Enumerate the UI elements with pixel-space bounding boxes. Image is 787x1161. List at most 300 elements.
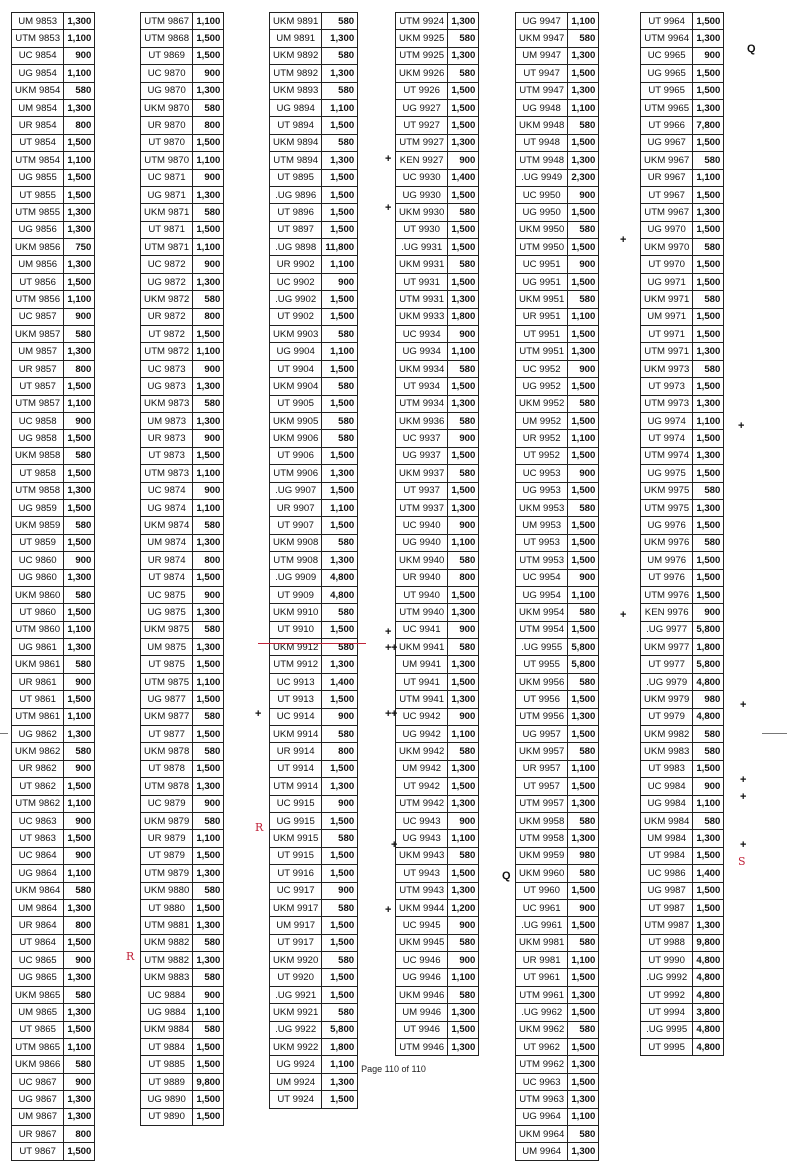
table-row bbox=[141, 291, 224, 308]
item-code-cell: UG 9854 bbox=[12, 65, 64, 82]
item-code-cell: UG 9894 bbox=[270, 99, 322, 116]
item-price-cell: 580 bbox=[193, 1021, 224, 1038]
item-price-cell: 1,500 bbox=[693, 517, 724, 534]
item-price-cell: 900 bbox=[193, 795, 224, 812]
item-price-cell: 1,500 bbox=[693, 552, 724, 569]
table-row bbox=[396, 482, 479, 499]
item-code-cell: .UG 9995 bbox=[641, 1021, 693, 1038]
item-price-cell: 580 bbox=[322, 830, 358, 847]
table-row bbox=[270, 743, 358, 760]
item-code-cell: UG 9873 bbox=[141, 378, 193, 395]
table-row bbox=[270, 778, 358, 795]
item-price-cell: 580 bbox=[568, 812, 599, 829]
item-price-cell: 1,500 bbox=[448, 117, 479, 134]
item-code-cell: UG 9970 bbox=[641, 221, 693, 238]
item-price-cell: 1,500 bbox=[693, 569, 724, 586]
item-code-cell: UT 9878 bbox=[141, 760, 193, 777]
item-code-cell: UKM 9905 bbox=[270, 412, 322, 429]
item-price-cell: 1,500 bbox=[322, 360, 358, 377]
item-price-cell: 580 bbox=[193, 204, 224, 221]
item-code-cell: UKM 9979 bbox=[641, 691, 693, 708]
item-code-cell: UTM 9937 bbox=[396, 499, 448, 516]
item-price-cell: 900 bbox=[448, 952, 479, 969]
item-code-cell: UC 9952 bbox=[516, 360, 568, 377]
item-code-cell: UTM 9856 bbox=[12, 291, 64, 308]
table-row bbox=[141, 13, 224, 30]
item-price-cell: 580 bbox=[193, 969, 224, 986]
item-code-cell: UTM 9854 bbox=[12, 152, 64, 169]
table-row bbox=[270, 673, 358, 690]
item-code-cell: .UG 9921 bbox=[270, 986, 322, 1003]
item-price-cell: 1,800 bbox=[693, 639, 724, 656]
item-code-cell: UG 9940 bbox=[396, 534, 448, 551]
table-row bbox=[516, 256, 599, 273]
item-price-cell: 9,800 bbox=[193, 1073, 224, 1090]
item-code-cell: UKM 9940 bbox=[396, 552, 448, 569]
item-price-cell: 1,300 bbox=[568, 47, 599, 64]
table-row bbox=[396, 847, 479, 864]
table-row bbox=[396, 917, 479, 934]
table-row bbox=[270, 1091, 358, 1108]
item-code-cell: UG 9870 bbox=[141, 82, 193, 99]
table-row bbox=[141, 552, 224, 569]
item-price-cell: 580 bbox=[448, 986, 479, 1003]
item-price-cell: 1,500 bbox=[693, 134, 724, 151]
item-code-cell: UTM 9953 bbox=[516, 552, 568, 569]
table-row bbox=[641, 534, 724, 551]
item-price-cell: 580 bbox=[448, 30, 479, 47]
item-code-cell: UM 9924 bbox=[270, 1073, 322, 1090]
table-row bbox=[641, 621, 724, 638]
item-code-cell: UKM 9875 bbox=[141, 621, 193, 638]
item-price-cell: 1,300 bbox=[322, 65, 358, 82]
item-price-cell: 1,500 bbox=[322, 934, 358, 951]
item-code-cell: UTM 9947 bbox=[516, 82, 568, 99]
table-row bbox=[12, 360, 95, 377]
item-price-cell: 580 bbox=[448, 65, 479, 82]
item-price-cell: 1,100 bbox=[193, 830, 224, 847]
item-code-cell: UKM 9960 bbox=[516, 865, 568, 882]
table-row bbox=[516, 673, 599, 690]
item-price-cell: 2,300 bbox=[568, 169, 599, 186]
item-code-cell: UR 9873 bbox=[141, 430, 193, 447]
item-price-cell: 900 bbox=[64, 812, 95, 829]
item-code-cell: UKM 9854 bbox=[12, 82, 64, 99]
table-row bbox=[270, 1021, 358, 1038]
table-row bbox=[396, 447, 479, 464]
item-price-cell: 800 bbox=[193, 117, 224, 134]
item-price-cell: 1,500 bbox=[448, 82, 479, 99]
item-code-cell: UT 9984 bbox=[641, 847, 693, 864]
item-code-cell: UT 9987 bbox=[641, 899, 693, 916]
item-price-cell: 580 bbox=[448, 412, 479, 429]
item-code-cell: UG 9942 bbox=[396, 726, 448, 743]
item-code-cell: UG 9862 bbox=[12, 726, 64, 743]
item-price-cell: 1,300 bbox=[64, 726, 95, 743]
item-price-cell: 1,100 bbox=[568, 13, 599, 30]
item-price-cell: 1,500 bbox=[322, 117, 358, 134]
item-price-cell: 580 bbox=[322, 534, 358, 551]
table-row bbox=[141, 726, 224, 743]
table-row bbox=[270, 865, 358, 882]
table-row bbox=[396, 586, 479, 603]
table-row bbox=[641, 934, 724, 951]
item-price-cell: 580 bbox=[693, 291, 724, 308]
item-price-cell: 1,500 bbox=[193, 30, 224, 47]
item-price-cell: 580 bbox=[64, 517, 95, 534]
item-code-cell: UG 9951 bbox=[516, 273, 568, 290]
item-code-cell: UT 9948 bbox=[516, 134, 568, 151]
table-row bbox=[270, 291, 358, 308]
table-row bbox=[12, 639, 95, 656]
table-row bbox=[270, 447, 358, 464]
table-row bbox=[641, 412, 724, 429]
table-row bbox=[141, 986, 224, 1003]
item-code-cell: UG 9954 bbox=[516, 586, 568, 603]
item-code-cell: UKM 9864 bbox=[12, 882, 64, 899]
item-code-cell: UC 9860 bbox=[12, 552, 64, 569]
table-row bbox=[396, 1021, 479, 1038]
item-code-cell: UM 9864 bbox=[12, 899, 64, 916]
item-code-cell: UC 9953 bbox=[516, 465, 568, 482]
item-code-cell: UT 9934 bbox=[396, 378, 448, 395]
item-price-cell: 1,100 bbox=[568, 308, 599, 325]
item-price-cell: 1,300 bbox=[448, 1039, 479, 1056]
item-code-cell: UT 9904 bbox=[270, 360, 322, 377]
item-code-cell: .UG 9902 bbox=[270, 291, 322, 308]
item-price-cell: 1,100 bbox=[64, 621, 95, 638]
item-code-cell: UKM 9866 bbox=[12, 1056, 64, 1073]
item-code-cell: UKM 9933 bbox=[396, 308, 448, 325]
item-code-cell: UC 9940 bbox=[396, 517, 448, 534]
table-row bbox=[12, 343, 95, 360]
item-price-cell: 1,800 bbox=[448, 308, 479, 325]
item-code-cell: UR 9879 bbox=[141, 830, 193, 847]
table-row bbox=[641, 273, 724, 290]
item-code-cell: UM 9857 bbox=[12, 343, 64, 360]
table-row bbox=[641, 134, 724, 151]
item-price-cell: 1,300 bbox=[322, 1073, 358, 1090]
table-row bbox=[141, 378, 224, 395]
item-code-cell: UKM 9914 bbox=[270, 726, 322, 743]
item-code-cell: UKM 9920 bbox=[270, 952, 322, 969]
item-code-cell: UR 9867 bbox=[12, 1126, 64, 1143]
table-row bbox=[396, 395, 479, 412]
item-price-cell: 1,500 bbox=[193, 447, 224, 464]
item-price-cell: 580 bbox=[693, 152, 724, 169]
item-code-cell: .UG 9962 bbox=[516, 1004, 568, 1021]
item-code-cell: UKM 9983 bbox=[641, 743, 693, 760]
item-price-cell: 580 bbox=[322, 726, 358, 743]
item-price-cell: 1,500 bbox=[568, 552, 599, 569]
table-row bbox=[516, 239, 599, 256]
table-row bbox=[516, 1091, 599, 1108]
table-row bbox=[141, 204, 224, 221]
item-price-cell: 1,500 bbox=[193, 656, 224, 673]
item-price-cell: 1,300 bbox=[448, 134, 479, 151]
table-row bbox=[141, 412, 224, 429]
item-price-cell: 1,300 bbox=[448, 882, 479, 899]
item-code-cell: UG 9924 bbox=[270, 1056, 322, 1073]
item-price-cell: 580 bbox=[568, 395, 599, 412]
table-row bbox=[516, 482, 599, 499]
table-row bbox=[270, 708, 358, 725]
item-price-cell: 1,500 bbox=[693, 882, 724, 899]
table-row bbox=[12, 899, 95, 916]
item-code-cell: UKM 9874 bbox=[141, 517, 193, 534]
price-column-5 bbox=[515, 12, 599, 1161]
item-code-cell: UKM 9970 bbox=[641, 239, 693, 256]
table-row bbox=[141, 65, 224, 82]
item-price-cell: 1,500 bbox=[322, 812, 358, 829]
table-row bbox=[270, 621, 358, 638]
item-code-cell: UC 9986 bbox=[641, 865, 693, 882]
table-row bbox=[141, 534, 224, 551]
item-price-cell: 1,500 bbox=[693, 13, 724, 30]
table-row bbox=[141, 517, 224, 534]
plus-mark: + bbox=[385, 202, 392, 214]
item-code-cell: UTM 9958 bbox=[516, 830, 568, 847]
item-code-cell: UT 9873 bbox=[141, 447, 193, 464]
item-price-cell: 1,300 bbox=[448, 691, 479, 708]
item-code-cell: UG 9946 bbox=[396, 969, 448, 986]
item-price-cell: 1,100 bbox=[64, 708, 95, 725]
table-row bbox=[270, 1073, 358, 1090]
item-code-cell: UG 9937 bbox=[396, 447, 448, 464]
table-row bbox=[516, 708, 599, 725]
table-row bbox=[12, 656, 95, 673]
table-row bbox=[396, 795, 479, 812]
item-price-cell: 900 bbox=[64, 412, 95, 429]
item-price-cell: 900 bbox=[64, 760, 95, 777]
item-code-cell: UC 9941 bbox=[396, 621, 448, 638]
item-price-cell: 1,300 bbox=[693, 830, 724, 847]
price-column-2 bbox=[140, 12, 224, 1126]
item-code-cell: UKM 9943 bbox=[396, 847, 448, 864]
table-row bbox=[641, 204, 724, 221]
item-price-cell: 1,500 bbox=[322, 969, 358, 986]
item-code-cell: UT 9870 bbox=[141, 134, 193, 151]
table-row bbox=[270, 795, 358, 812]
item-price-cell: 1,500 bbox=[568, 969, 599, 986]
table-row bbox=[12, 986, 95, 1003]
item-price-cell: 900 bbox=[568, 465, 599, 482]
table-row bbox=[516, 360, 599, 377]
item-code-cell: UTM 9881 bbox=[141, 917, 193, 934]
table-row bbox=[12, 552, 95, 569]
price-column-3 bbox=[269, 12, 358, 1109]
table-row bbox=[12, 1004, 95, 1021]
item-price-cell: 1,500 bbox=[322, 621, 358, 638]
table-row bbox=[270, 969, 358, 986]
item-code-cell: UKM 9906 bbox=[270, 430, 322, 447]
item-price-cell: 1,300 bbox=[568, 830, 599, 847]
item-code-cell: UKM 9877 bbox=[141, 708, 193, 725]
item-code-cell: UR 9861 bbox=[12, 673, 64, 690]
price-column-6 bbox=[640, 12, 724, 1056]
item-code-cell: UTM 9957 bbox=[516, 795, 568, 812]
table-row bbox=[141, 326, 224, 343]
item-price-cell: 1,300 bbox=[448, 47, 479, 64]
table-row bbox=[12, 726, 95, 743]
table-row bbox=[641, 639, 724, 656]
item-price-cell: 1,300 bbox=[64, 99, 95, 116]
item-code-cell: UKM 9880 bbox=[141, 882, 193, 899]
table-row bbox=[141, 1004, 224, 1021]
table-row bbox=[270, 152, 358, 169]
table-row bbox=[12, 760, 95, 777]
item-price-cell: 1,500 bbox=[322, 308, 358, 325]
item-price-cell: 1,100 bbox=[568, 586, 599, 603]
item-code-cell: UM 9942 bbox=[396, 760, 448, 777]
table-row bbox=[396, 343, 479, 360]
item-price-cell: 580 bbox=[568, 673, 599, 690]
table-row bbox=[641, 830, 724, 847]
item-price-cell: 580 bbox=[193, 517, 224, 534]
item-price-cell: 1,500 bbox=[448, 99, 479, 116]
table-row bbox=[516, 273, 599, 290]
item-price-cell: 1,300 bbox=[193, 82, 224, 99]
item-code-cell: UG 9864 bbox=[12, 865, 64, 882]
item-code-cell: UTM 9882 bbox=[141, 952, 193, 969]
item-price-cell: 580 bbox=[448, 360, 479, 377]
table-row bbox=[270, 186, 358, 203]
item-code-cell: UTM 9974 bbox=[641, 447, 693, 464]
item-price-cell: 4,800 bbox=[693, 986, 724, 1003]
item-price-cell: 580 bbox=[322, 82, 358, 99]
item-code-cell: UR 9872 bbox=[141, 308, 193, 325]
item-price-cell: 1,500 bbox=[568, 534, 599, 551]
item-price-cell: 1,500 bbox=[64, 1143, 95, 1160]
item-price-cell: 1,500 bbox=[568, 726, 599, 743]
item-price-cell: 580 bbox=[693, 726, 724, 743]
item-code-cell: UT 9907 bbox=[270, 517, 322, 534]
table-row bbox=[141, 673, 224, 690]
item-price-cell: 1,500 bbox=[322, 204, 358, 221]
item-price-cell: 5,800 bbox=[568, 639, 599, 656]
table-row bbox=[396, 726, 479, 743]
item-code-cell: UT 9937 bbox=[396, 482, 448, 499]
item-price-cell: 900 bbox=[193, 586, 224, 603]
item-price-cell: 1,400 bbox=[448, 169, 479, 186]
item-price-cell: 1,300 bbox=[693, 99, 724, 116]
item-code-cell: UT 9931 bbox=[396, 273, 448, 290]
r-mark: R bbox=[126, 950, 135, 963]
item-code-cell: UT 9909 bbox=[270, 586, 322, 603]
item-price-cell: 1,300 bbox=[193, 778, 224, 795]
item-price-cell: 900 bbox=[568, 899, 599, 916]
item-price-cell: 1,300 bbox=[448, 395, 479, 412]
scan-edge-line bbox=[762, 733, 787, 734]
item-code-cell: UC 9875 bbox=[141, 586, 193, 603]
item-price-cell: 5,800 bbox=[693, 656, 724, 673]
table-row bbox=[270, 169, 358, 186]
item-code-cell: UG 9943 bbox=[396, 830, 448, 847]
item-code-cell: UT 9990 bbox=[641, 952, 693, 969]
price-table-body bbox=[141, 13, 224, 1126]
table-row bbox=[516, 726, 599, 743]
item-code-cell: UKM 9977 bbox=[641, 639, 693, 656]
item-price-cell: 900 bbox=[193, 65, 224, 82]
item-code-cell: UKM 9984 bbox=[641, 812, 693, 829]
item-code-cell: UKM 9908 bbox=[270, 534, 322, 551]
item-price-cell: 580 bbox=[568, 1021, 599, 1038]
item-code-cell: UT 9924 bbox=[270, 1091, 322, 1108]
item-code-cell: UKM 9873 bbox=[141, 395, 193, 412]
item-code-cell: UT 9860 bbox=[12, 604, 64, 621]
item-price-cell: 1,500 bbox=[64, 830, 95, 847]
item-price-cell: 580 bbox=[193, 291, 224, 308]
item-code-cell: UTM 9975 bbox=[641, 499, 693, 516]
item-code-cell: UG 9890 bbox=[141, 1091, 193, 1108]
item-code-cell: UTM 9867 bbox=[141, 13, 193, 30]
item-price-cell: 1,500 bbox=[568, 239, 599, 256]
item-price-cell: 1,300 bbox=[568, 1056, 599, 1073]
item-code-cell: UG 9871 bbox=[141, 186, 193, 203]
table-row bbox=[270, 134, 358, 151]
item-price-cell: 1,300 bbox=[568, 708, 599, 725]
item-code-cell: UT 9915 bbox=[270, 847, 322, 864]
item-price-cell: 1,300 bbox=[322, 778, 358, 795]
table-row bbox=[12, 47, 95, 64]
item-price-cell: 1,500 bbox=[568, 326, 599, 343]
table-row bbox=[12, 743, 95, 760]
item-price-cell: 900 bbox=[193, 430, 224, 447]
item-code-cell: UKM 9952 bbox=[516, 395, 568, 412]
item-price-cell: 800 bbox=[64, 917, 95, 934]
table-row bbox=[141, 273, 224, 290]
item-code-cell: UT 9977 bbox=[641, 656, 693, 673]
item-price-cell: 1,300 bbox=[64, 256, 95, 273]
table-row bbox=[270, 204, 358, 221]
table-row bbox=[12, 221, 95, 238]
table-row bbox=[12, 499, 95, 516]
item-code-cell: UT 9885 bbox=[141, 1056, 193, 1073]
table-row bbox=[641, 447, 724, 464]
item-code-cell: UKM 9856 bbox=[12, 239, 64, 256]
item-code-cell: UKM 9893 bbox=[270, 82, 322, 99]
item-code-cell: UTM 9956 bbox=[516, 708, 568, 725]
item-code-cell: UKM 9862 bbox=[12, 743, 64, 760]
item-code-cell: UKM 9860 bbox=[12, 586, 64, 603]
table-row bbox=[641, 917, 724, 934]
item-price-cell: 1,100 bbox=[193, 343, 224, 360]
item-code-cell: UT 9857 bbox=[12, 378, 64, 395]
item-price-cell: 1,100 bbox=[322, 1056, 358, 1073]
table-row bbox=[396, 256, 479, 273]
item-price-cell: 900 bbox=[448, 917, 479, 934]
table-row bbox=[12, 273, 95, 290]
item-price-cell: 1,100 bbox=[693, 412, 724, 429]
table-row bbox=[12, 169, 95, 186]
item-code-cell: UTM 9964 bbox=[641, 30, 693, 47]
item-code-cell: UT 9941 bbox=[396, 673, 448, 690]
plus-mark: + bbox=[620, 609, 627, 621]
item-code-cell: UKM 9871 bbox=[141, 204, 193, 221]
item-code-cell: UC 9913 bbox=[270, 673, 322, 690]
item-price-cell: 1,300 bbox=[448, 1004, 479, 1021]
item-code-cell: UKM 9903 bbox=[270, 326, 322, 343]
item-code-cell: UT 9902 bbox=[270, 308, 322, 325]
item-price-cell: 1,100 bbox=[568, 430, 599, 447]
item-price-cell: 1,100 bbox=[193, 673, 224, 690]
table-row bbox=[270, 117, 358, 134]
item-code-cell: UC 9865 bbox=[12, 952, 64, 969]
strikethrough-mark bbox=[258, 643, 366, 644]
item-code-cell: UTM 9878 bbox=[141, 778, 193, 795]
item-price-cell: 1,100 bbox=[568, 760, 599, 777]
item-code-cell: UG 9855 bbox=[12, 169, 64, 186]
